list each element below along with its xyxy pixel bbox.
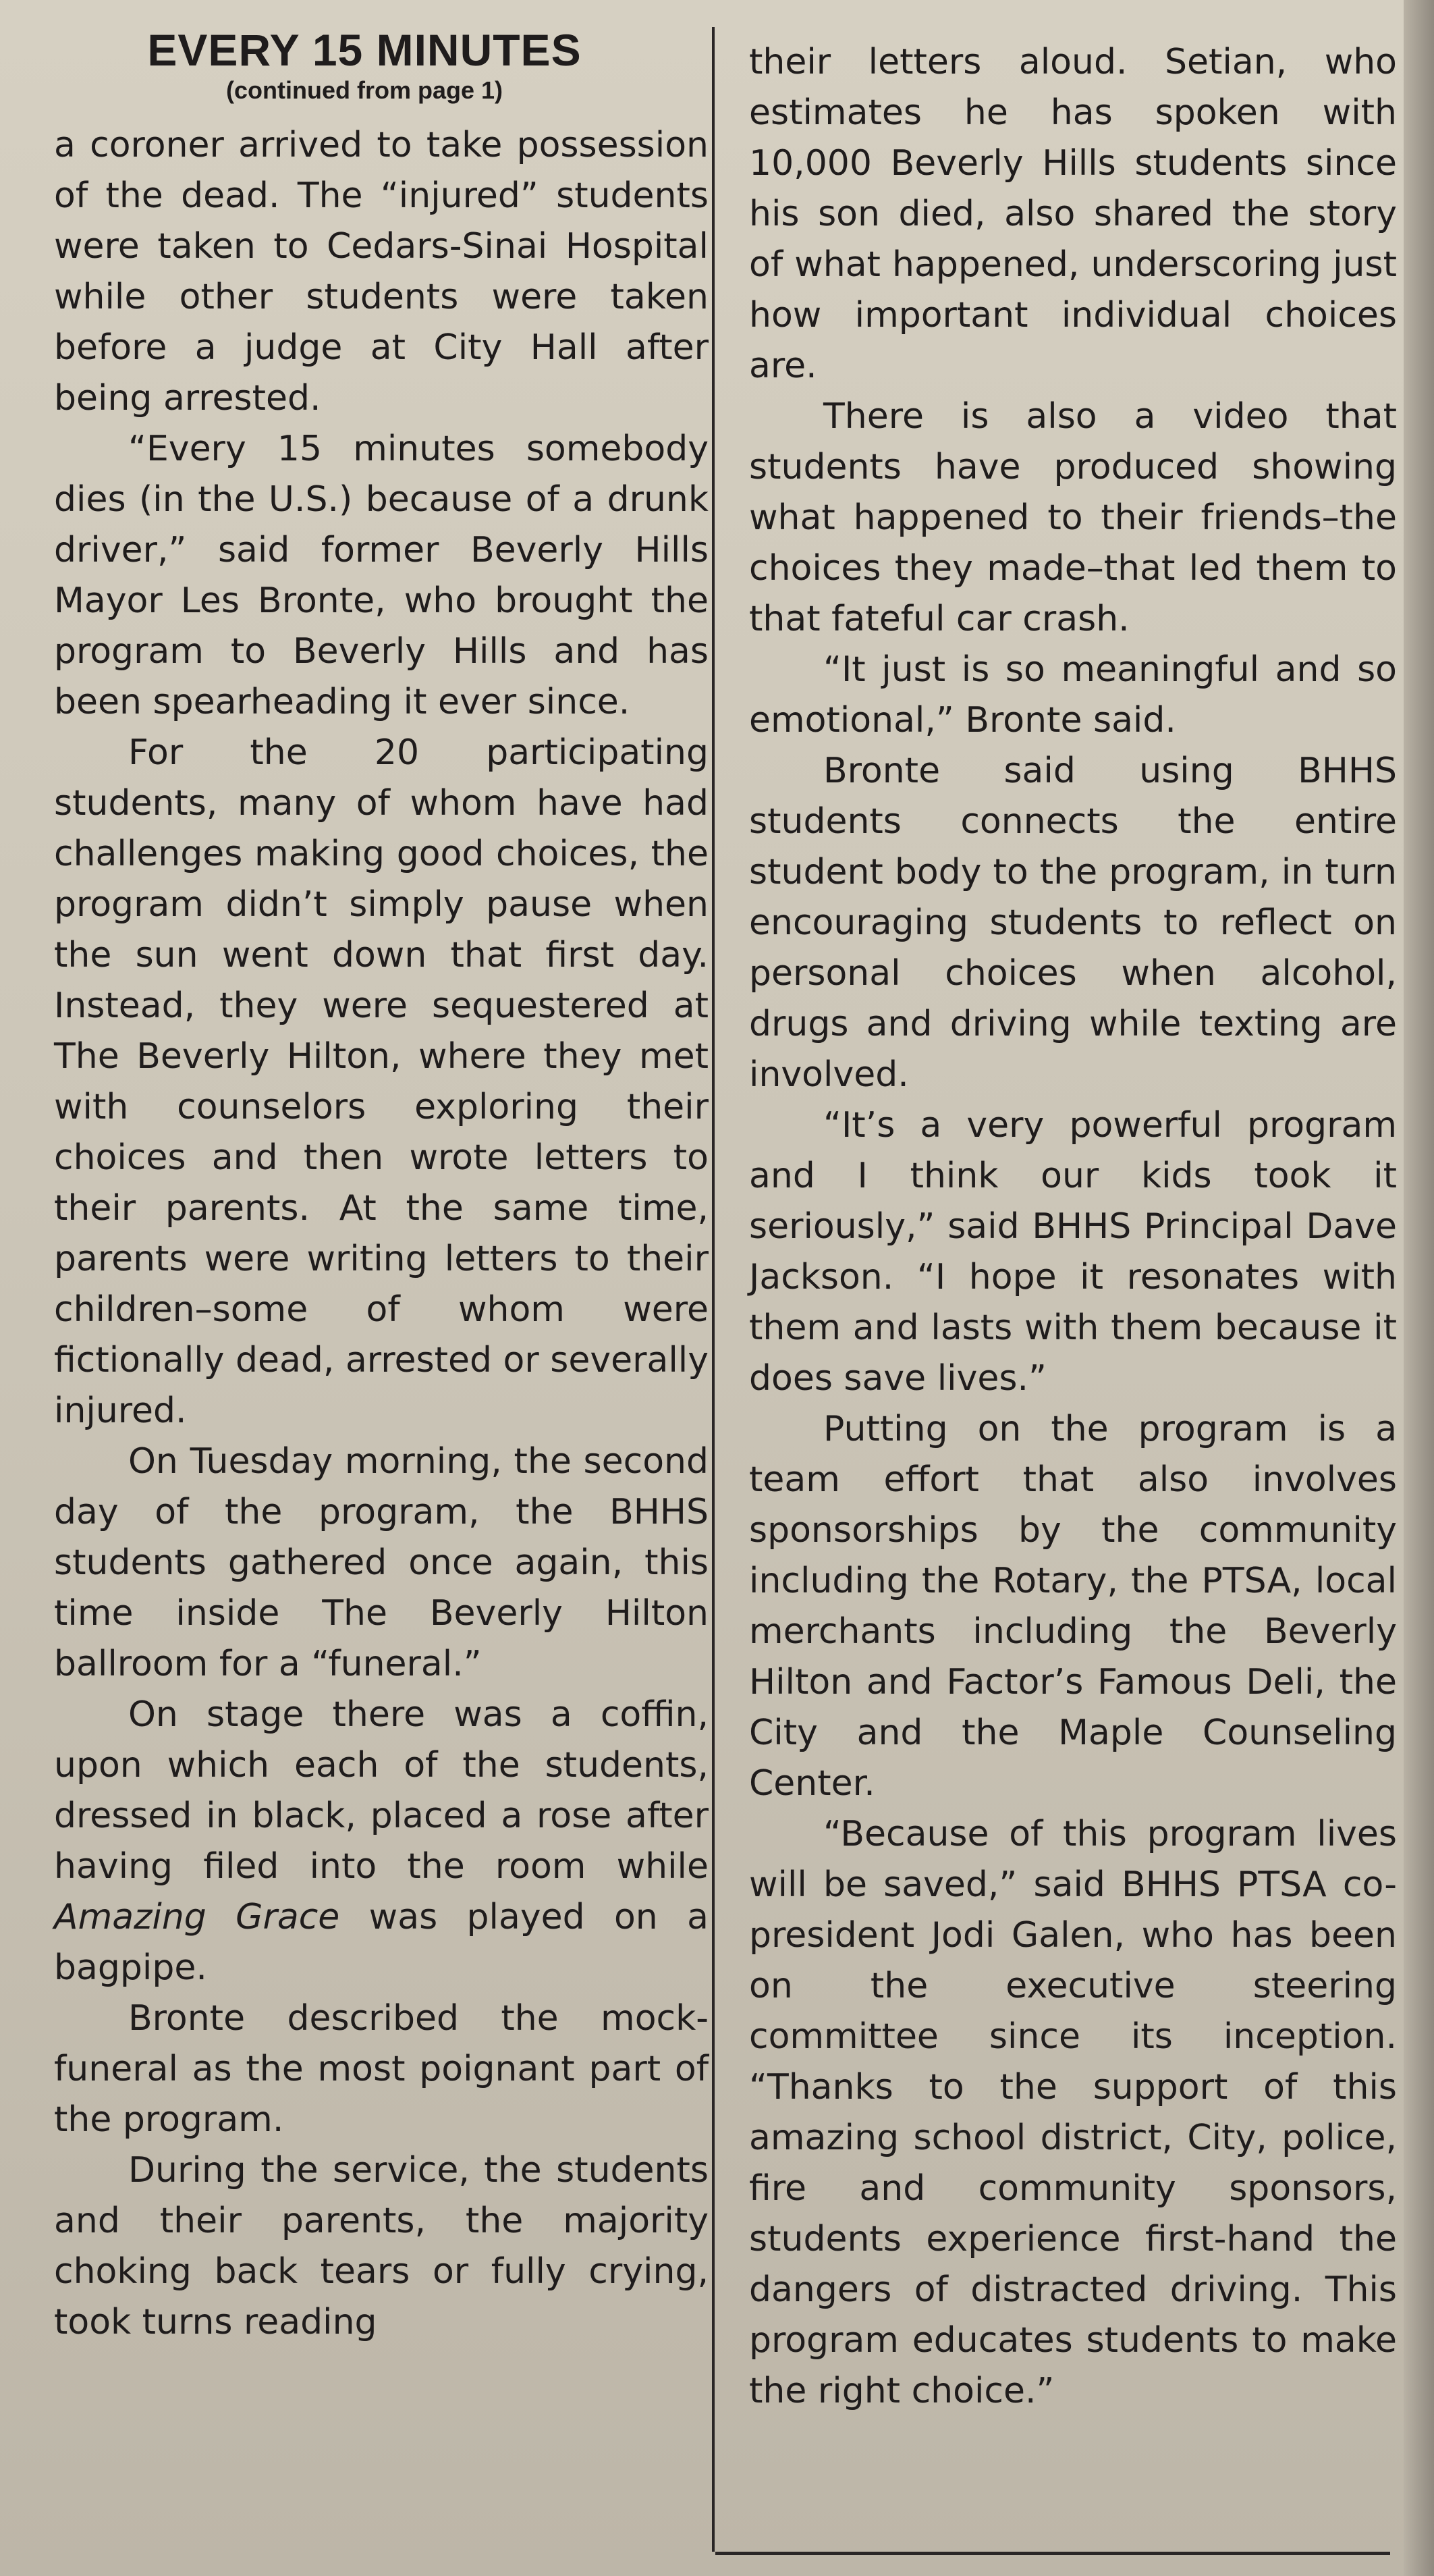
page-edge-shadow (1404, 0, 1434, 2576)
paragraph: Bronte described the mock-funeral as the most poignant part of the program. (54, 1998, 709, 2140)
paragraph: During the service, the students and their parents, the majority choking back tears or fully crying, took turns reading (54, 2150, 709, 2342)
paragraph (54, 1690, 709, 1993)
paragraph-text: On stage there was a coffin, upon which each of the students, dressed in black, placed a rose after having filed into the room while (54, 1694, 709, 1887)
paragraph: Bronte said using BHHS students connects the entire student body to the program, in turn encouraging students to reflect on personal choices when alcohol, drugs and driving while texting are involved. (749, 751, 1397, 1095)
paragraph: “Every 15 minutes somebody dies (in the U.S.) because of a drunk driver,” said former Beverly Hills Mayor Les Bronte, who brought the program to Beverly Hills and has been spearheading it ever since. (54, 429, 709, 722)
paragraph: “It just is so meaningful and so emotional,” Bronte said. (749, 649, 1397, 741)
article-title: EVERY 15 MINUTES (147, 25, 582, 75)
paragraph: For the 20 participating students, many of whom have had challenges making good choices, the program didn’t simply pause when the sun went down that first day. Instead, they were sequestered at The Beverly Hilton, where they met with counselors exploring their choices and then wrote letters to their parents. At the same time, parents were writing letters to their children–some of whom were fictionally dead, arrested or severally injured. (54, 732, 709, 1431)
column-divider (712, 27, 715, 2552)
paragraph: a coroner arrived to take possession of the dead. The “injured” students were taken to Cedars-Sinai Hospital while other students were taken before a judge at City Hall after being arrested. (54, 125, 709, 419)
continuation-note: (continued from page 1) (225, 76, 503, 105)
left-column (54, 120, 709, 2348)
paragraph: “It’s a very powerful program and I think our kids took it seriously,” said BHHS Principal Dave Jackson. “I hope it resonates with them and lasts with them because it does save lives.” (749, 1105, 1397, 1399)
paragraph: “Because of this program lives will be saved,” said BHHS PTSA co-president Jodi Galen, who has been on the executive steering committee since its inception. “Thanks to the support of this amazing school district, City, police, fire and community sponsors, students experience first-hand the dangers of distracted driving. This program educates students to make the right choice.” (749, 1814, 1397, 2411)
paragraph: There is also a video that students have produced showing what happened to their friends–the choices they made–that led them to that fateful car crash. (749, 396, 1397, 639)
song-title: Amazing Grace (54, 1897, 340, 1937)
paragraph: On Tuesday morning, the second day of the program, the BHHS students gathered once again, this time inside The Beverly Hilton ballroom for a “funeral.” (54, 1441, 709, 1684)
paragraph: their letters aloud. Setian, who estimates he has spoken with 10,000 Beverly Hills students since his son died, also shared the story of what happened, underscoring just how important individual choices are. (749, 42, 1397, 386)
paragraph: Putting on the program is a team effort that also involves sponsorships by the community including the Rotary, the PTSA, local merchants including the Beverly Hilton and Factor’s Famous Deli, the City and the Maple Counseling Center. (749, 1409, 1397, 1804)
right-column (749, 37, 1397, 2417)
article-header (27, 27, 702, 105)
bottom-rule (715, 2552, 1390, 2555)
paragraph-text: was played on a bagpipe. (54, 1897, 709, 1988)
